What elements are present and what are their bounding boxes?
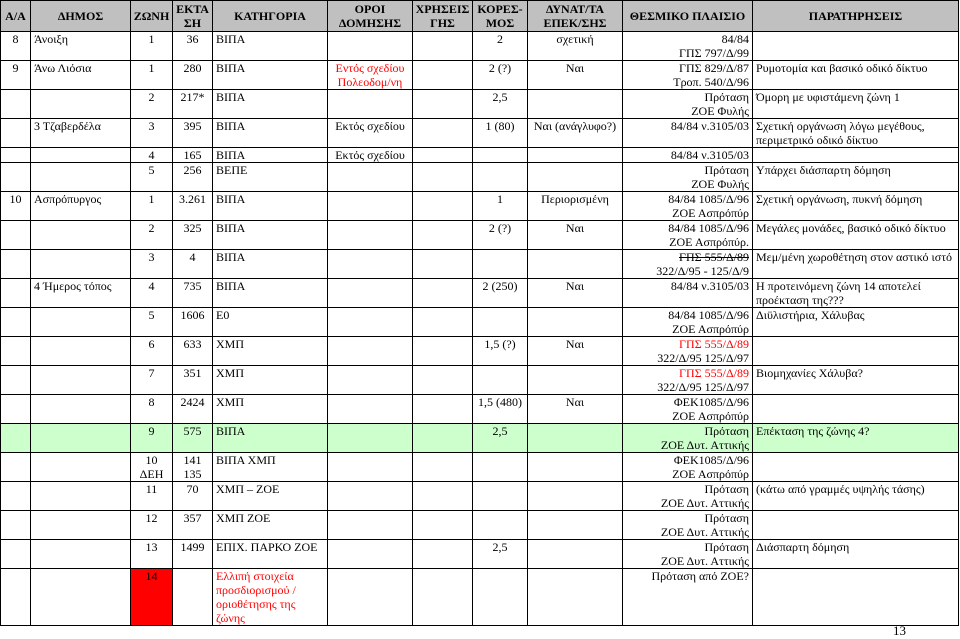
row-katigoria: ΧΜΠ [213,366,328,395]
row-ektasi: 575 [173,424,213,453]
row-koresmos: 2 (?) [473,221,528,250]
row-xriseis [413,424,473,453]
row-aa: 8 [1,32,31,61]
row-dynatotita: Περιορισμένη [528,192,623,221]
row-xriseis [413,337,473,366]
row-thesmiko [623,308,753,337]
row-paratiriseis: Μεγάλες μονάδες, βασικό οδικό δίκτυο [753,221,959,250]
row-zoni: 3 [131,119,173,148]
row-paratiriseis [753,148,959,163]
row-aa: 10 [1,192,31,221]
row-katigoria: ΒΙΠΑ [213,61,328,90]
row-oroi [328,32,413,61]
header-thesmiko: ΘΕΣΜΙΚΟ ΠΛΑΙΣΙΟ [623,1,753,32]
header-dimos: ΔΗΜΟΣ [31,1,131,32]
row-katigoria: ΒΙΠΑ [213,221,328,250]
table-row [1,90,959,119]
row-oroi [328,337,413,366]
row-zoni: 14 [131,569,173,626]
row-dimos [31,395,131,424]
header-koresmos: ΚΟΡΕΣ-ΜΟΣ [473,1,528,32]
row-aa [1,366,31,395]
row-thesmiko [623,119,753,148]
row-koresmos [473,482,528,511]
row-thesmiko [623,221,753,250]
row-paratiriseis: Ρυμοτομία και βασικό οδικό δίκτυο [753,61,959,90]
row-dimos [31,366,131,395]
header-xriseis: ΧΡΗΣΕΙΣ ΓΗΣ [413,1,473,32]
table-row [1,250,959,279]
row-thesmiko [623,482,753,511]
row-koresmos: 2 (250) [473,279,528,308]
row-paratiriseis: (κάτω από γραμμές υψηλής τάσης) [753,482,959,511]
row-xriseis [413,148,473,163]
row-zoni: 5 [131,308,173,337]
thesmiko-line: ΓΠΣ 555/Δ/89 [679,250,749,264]
row-oroi: Εντός σχεδίου Πολεοδομ/νη [328,61,413,90]
row-dimos: 4 Ήμερος τόπος [31,279,131,308]
table-row [1,308,959,337]
row-koresmos: 2,5 [473,90,528,119]
row-oroi [328,482,413,511]
row-xriseis [413,453,473,482]
row-thesmiko [623,61,753,90]
row-dynatotita: Ναι [528,61,623,90]
row-koresmos: 1 [473,192,528,221]
row-ektasi: 141 135 [173,453,213,482]
row-dimos [31,453,131,482]
thesmiko-line: ΖΟΕ Ασπρόπύρ. [669,235,749,249]
row-xriseis [413,163,473,192]
row-dynatotita: Ναι [528,279,623,308]
row-dynatotita [528,90,623,119]
row-thesmiko [623,511,753,540]
row-dynatotita [528,308,623,337]
row-oroi [328,250,413,279]
row-oroi [328,395,413,424]
row-dimos: 3 Τζαβερδέλα [31,119,131,148]
row-thesmiko [623,424,753,453]
row-koresmos: 1,5 (480) [473,395,528,424]
row-thesmiko [623,163,753,192]
row-paratiriseis: Διϋλιστήρια, Χάλυβας [753,308,959,337]
row-aa [1,569,31,626]
thesmiko-line: 84/84 1085/Δ/96 [668,221,749,235]
thesmiko-line: ΖΟΕ Ασπρόπύρ [672,322,749,336]
row-paratiriseis: Υπάρχει διάσπαρτη δόμηση [753,163,959,192]
row-oroi [328,279,413,308]
row-aa [1,453,31,482]
row-ektasi: 633 [173,337,213,366]
row-dynatotita [528,511,623,540]
row-zoni: 2 [131,221,173,250]
row-zoni: 5 [131,163,173,192]
row-dimos [31,250,131,279]
row-paratiriseis [753,569,959,626]
row-aa [1,337,31,366]
thesmiko-line: 322/Δ/95 - 125/Δ/9 [656,264,749,278]
row-oroi: Εκτός σχεδίου [328,148,413,163]
row-koresmos: 2,5 [473,424,528,453]
header-paratiriseis: ΠΑΡΑΤΗΡΗΣΕΙΣ [753,1,959,32]
row-xriseis [413,61,473,90]
row-xriseis [413,366,473,395]
thesmiko-line: ΓΠΣ 555/Δ/89 [679,366,749,380]
table-row [1,279,959,308]
row-ektasi: 256 [173,163,213,192]
row-xriseis [413,395,473,424]
thesmiko-line: ΓΠΣ 829/Δ/87 [679,61,749,75]
row-koresmos [473,366,528,395]
row-aa: 9 [1,61,31,90]
row-dynatotita [528,250,623,279]
row-dynatotita: Ναι [528,221,623,250]
row-aa [1,308,31,337]
row-aa [1,511,31,540]
row-xriseis [413,119,473,148]
thesmiko-line: ΦΕΚ1085/Δ/96 [673,453,749,467]
row-ektasi: 2424 [173,395,213,424]
table-row [1,337,959,366]
row-paratiriseis [753,453,959,482]
thesmiko-line: 84/84 ν.3105/03 [670,279,749,293]
row-aa [1,90,31,119]
table-row [1,221,959,250]
thesmiko-line: 84/84 1085/Δ/96 [668,308,749,322]
row-zoni: 13 [131,540,173,569]
row-dynatotita [528,540,623,569]
row-koresmos: 2 [473,32,528,61]
row-katigoria: ΒΕΠΕ [213,163,328,192]
thesmiko-line: Πρόταση [704,511,749,525]
row-zoni: 3 [131,250,173,279]
row-dimos: Ασπρόπυργος [31,192,131,221]
row-katigoria: ΒΙΠΑ [213,90,328,119]
row-oroi [328,221,413,250]
thesmiko-line: Πρόταση [704,540,749,554]
header-katigoria: ΚΑΤΗΓΟΡΙΑ [213,1,328,32]
row-ektasi: 351 [173,366,213,395]
header-oroi: ΟΡΟΙ ΔΟΜΗΣΗΣ [328,1,413,32]
table-row [1,148,959,163]
row-xriseis [413,90,473,119]
thesmiko-line: ΖΟΕ Ασπρόπύρ [672,206,749,220]
thesmiko-line: ΓΠΣ 797/Δ/99 [679,46,749,60]
row-dynatotita [528,148,623,163]
row-katigoria: ΧΜΠ [213,395,328,424]
row-paratiriseis [753,511,959,540]
table-row [1,540,959,569]
thesmiko-line: 84/84 1085/Δ/96 [668,192,749,206]
table-row [1,366,959,395]
thesmiko-line: ΖΟΕ Δυτ. Αττικής [660,525,749,539]
thesmiko-line: ΖΟΕ Δυτ. Αττικής [660,438,749,452]
row-koresmos: 2,5 [473,540,528,569]
row-oroi: Εκτός σχεδίου [328,119,413,148]
row-zoni: 4 [131,279,173,308]
row-aa [1,395,31,424]
row-paratiriseis: Όμορη με υφιστάμενη ζώνη 1 [753,90,959,119]
table-row [1,163,959,192]
table-row [1,119,959,148]
row-zoni: 12 [131,511,173,540]
row-paratiriseis [753,337,959,366]
row-koresmos [473,308,528,337]
row-oroi [328,424,413,453]
row-paratiriseis: Βιομηχανίες Χάλυβα? [753,366,959,395]
row-zoni: 9 [131,424,173,453]
row-koresmos [473,148,528,163]
row-dimos [31,221,131,250]
table-row [1,424,959,453]
row-ektasi: 395 [173,119,213,148]
row-zoni: 1 [131,192,173,221]
thesmiko-line: Πρόταση [704,163,749,177]
row-dynatotita [528,453,623,482]
table-row [1,395,959,424]
row-oroi [328,192,413,221]
row-xriseis [413,540,473,569]
row-katigoria: ΒΙΠΑ [213,424,328,453]
row-katigoria: Ε0 [213,308,328,337]
table-row [1,453,959,482]
row-katigoria: ΒΙΠΑ [213,250,328,279]
thesmiko-line: ΖΟΕ Φυλής [691,104,749,118]
row-oroi [328,163,413,192]
row-dynatotita [528,482,623,511]
row-katigoria: ΧΜΠ [213,337,328,366]
row-dynatotita: Ναι [528,395,623,424]
row-ektasi: 36 [173,32,213,61]
row-xriseis [413,192,473,221]
row-xriseis [413,482,473,511]
row-dimos [31,337,131,366]
row-aa [1,221,31,250]
thesmiko-line: 322/Δ/95 125/Δ/97 [657,380,749,394]
row-koresmos [473,163,528,192]
thesmiko-line: 84/84 ν.3105/03 [670,148,749,162]
row-oroi [328,453,413,482]
row-katigoria: ΕΠΙΧ. ΠΑΡΚΟ ΖΟΕ [213,540,328,569]
row-paratiriseis: Η προτεινόμενη ζώνη 14 αποτελεί προέκταση της??? [753,279,959,308]
row-katigoria: ΒΙΠΑ ΧΜΠ [213,453,328,482]
thesmiko-line: ΖΟΕ Δυτ. Αττικής [660,554,749,568]
row-oroi [328,308,413,337]
row-dynatotita [528,366,623,395]
row-zoni: 11 [131,482,173,511]
row-koresmos: 1,5 (?) [473,337,528,366]
row-dimos [31,482,131,511]
row-thesmiko [623,540,753,569]
row-oroi [328,90,413,119]
row-ektasi: 1499 [173,540,213,569]
page-number: 13 [893,623,906,638]
thesmiko-line: ΖΟΕ Ασπρόπύρ [672,467,749,481]
row-dimos [31,511,131,540]
row-thesmiko [623,366,753,395]
row-ektasi: 217* [173,90,213,119]
row-xriseis [413,569,473,626]
thesmiko-line: ΦΕΚ1085/Δ/96 [673,395,749,409]
row-katigoria: Ελλιπή στοιχεία προσδιορισμού / οριοθέτησης της ζώνης [213,569,328,626]
thesmiko-line: 322/Δ/95 125/Δ/97 [657,351,749,365]
row-katigoria: ΧΜΠ ΖΟΕ [213,511,328,540]
row-koresmos: 2 (?) [473,61,528,90]
row-zoni: 10 ΔΕΗ [131,453,173,482]
row-paratiriseis: Σχετική οργάνωση, πυκνή δόμηση [753,192,959,221]
row-ektasi: 3.261 [173,192,213,221]
row-zoni: 7 [131,366,173,395]
thesmiko-line: ΓΠΣ 555/Δ/89 [679,337,749,351]
row-aa [1,482,31,511]
row-dynatotita: Ναι (ανάγλυφο?) [528,119,623,148]
row-thesmiko [623,250,753,279]
table-row [1,511,959,540]
row-paratiriseis: Μεμ/μένη χωροθέτηση στον αστικό ιστό [753,250,959,279]
row-paratiriseis [753,395,959,424]
row-aa [1,148,31,163]
header-row [1,1,959,32]
table-row [1,569,959,626]
row-xriseis [413,279,473,308]
row-xriseis [413,32,473,61]
row-koresmos [473,250,528,279]
thesmiko-line: Πρόταση [704,90,749,104]
row-katigoria: ΒΙΠΑ [213,148,328,163]
thesmiko-line: Πρόταση [704,482,749,496]
row-koresmos [473,453,528,482]
row-paratiriseis [753,32,959,61]
table-row [1,61,959,90]
row-oroi [328,540,413,569]
row-dynatotita [528,424,623,453]
row-ektasi: 325 [173,221,213,250]
row-ektasi: 1606 [173,308,213,337]
row-xriseis [413,250,473,279]
header-aa: Α/Α [1,1,31,32]
thesmiko-line: 84/84 ν.3105/03 [670,119,749,133]
thesmiko-line: 84/84 [721,32,749,46]
row-thesmiko [623,90,753,119]
thesmiko-line: ΖΟΕ Δυτ. Αττικής [660,496,749,510]
table-row [1,32,959,61]
thesmiko-line: Τροπ. 540/Δ/96 [673,75,749,89]
row-xriseis [413,308,473,337]
row-dimos [31,90,131,119]
row-aa [1,424,31,453]
thesmiko-line: Πρόταση [704,424,749,438]
header-ektasi: ΕΚΤΑ ΣΗ [173,1,213,32]
row-dimos [31,308,131,337]
row-dimos [31,424,131,453]
row-ektasi [173,569,213,626]
row-thesmiko [623,337,753,366]
thesmiko-line: ΖΟΕ Φυλής [691,177,749,191]
row-paratiriseis: Επέκταση της ζώνης 4? [753,424,959,453]
row-koresmos [473,569,528,626]
thesmiko-line: ΖΟΕ Ασπρόπύρ [672,409,749,423]
row-dimos [31,163,131,192]
row-oroi [328,511,413,540]
row-katigoria: ΒΙΠΑ [213,119,328,148]
row-zoni: 4 [131,148,173,163]
row-thesmiko [623,279,753,308]
row-aa [1,119,31,148]
row-dynatotita [528,569,623,626]
table-row [1,192,959,221]
row-thesmiko [623,192,753,221]
row-zoni: 1 [131,61,173,90]
header-zoni: ΖΩΝΗ [131,1,173,32]
row-oroi [328,569,413,626]
row-katigoria: ΒΙΠΑ [213,192,328,221]
row-paratiriseis: Διάσπαρτη δόμηση [753,540,959,569]
row-xriseis [413,221,473,250]
row-ektasi: 70 [173,482,213,511]
row-aa [1,250,31,279]
row-zoni: 1 [131,32,173,61]
row-katigoria: ΧΜΠ – ΖΟΕ [213,482,328,511]
thesmiko-line: Πρόταση από ΖΟΕ? [651,569,749,583]
row-ektasi: 735 [173,279,213,308]
row-katigoria: ΒΙΠΑ [213,279,328,308]
row-dynatotita [528,163,623,192]
row-zoni: 2 [131,90,173,119]
row-aa [1,279,31,308]
row-aa [1,163,31,192]
row-thesmiko [623,148,753,163]
row-aa [1,540,31,569]
row-dimos: Άνοιξη [31,32,131,61]
row-paratiriseis: Σχετική οργάνωση λόγω μεγέθους, περιμετρικό οδικό δίκτυο [753,119,959,148]
row-dimos: Άνω Λιόσια [31,61,131,90]
row-zoni: 6 [131,337,173,366]
row-thesmiko [623,395,753,424]
table-row [1,482,959,511]
row-thesmiko [623,32,753,61]
row-ektasi: 165 [173,148,213,163]
row-dimos [31,148,131,163]
row-dynatotita: σχετική [528,32,623,61]
row-katigoria: ΒΙΠΑ [213,32,328,61]
row-xriseis [413,511,473,540]
row-zoni: 8 [131,395,173,424]
row-ektasi: 280 [173,61,213,90]
row-oroi [328,366,413,395]
row-thesmiko [623,453,753,482]
row-dynatotita: Ναι [528,337,623,366]
header-dynatotita: ΔΥΝΑΤ/ΤΑ ΕΠΕΚ/ΣΗΣ [528,1,623,32]
row-koresmos: 1 (80) [473,119,528,148]
row-dimos [31,569,131,626]
row-thesmiko [623,569,753,626]
row-ektasi: 357 [173,511,213,540]
row-ektasi: 4 [173,250,213,279]
row-dimos [31,540,131,569]
row-koresmos [473,511,528,540]
